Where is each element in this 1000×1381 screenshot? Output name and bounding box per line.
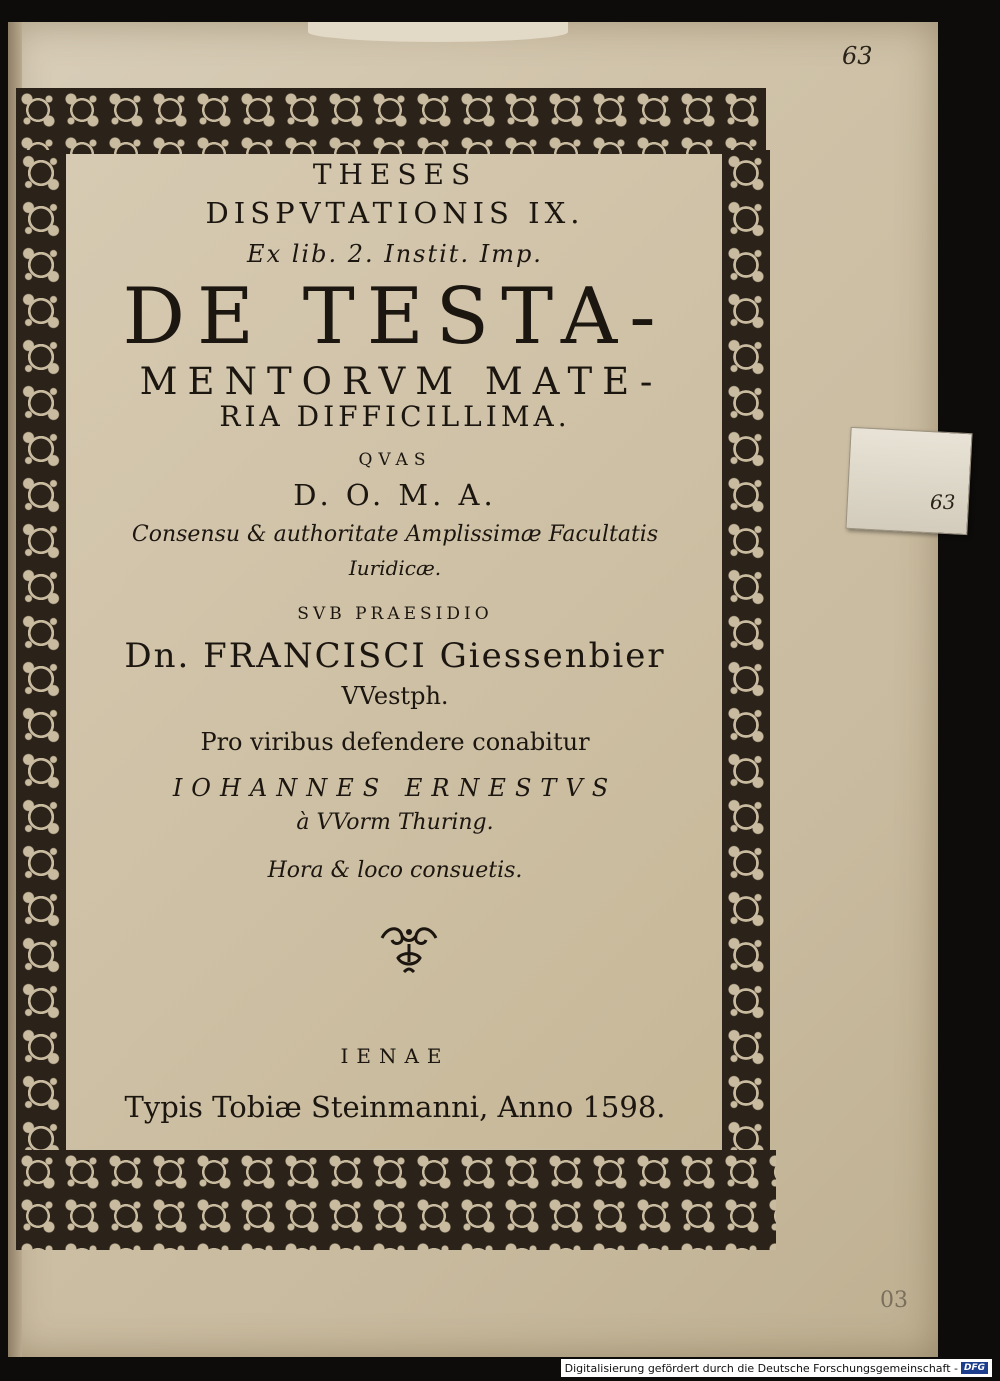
fleuron-icon — [378, 918, 440, 978]
theses-heading: THESES — [312, 158, 478, 191]
source-reference: Ex lib. 2. Instit. Imp. — [247, 240, 543, 268]
dfg-logo: DFG — [961, 1362, 988, 1374]
footer-text: Digitalisierung gefördert durch die Deutsche Forschungsgemeinschaft - — [564, 1361, 958, 1375]
respondent-name: IOHANNES ERNESTVS — [172, 774, 618, 802]
main-title-line3: RIA DIFFICILLIMA. — [219, 400, 571, 433]
hora-loco-text: Hora & loco consuetis. — [267, 858, 523, 883]
sub-praesidio-text: SVB PRAESIDIO — [297, 604, 493, 624]
page-top-notch — [308, 22, 568, 42]
folio-number: 63 — [842, 42, 873, 70]
ornamental-border-left — [16, 150, 66, 1150]
imprint-place: IENAE — [340, 1044, 450, 1068]
tab-number: 63 — [930, 490, 956, 514]
praeses-name: Dn. FRANCISCI Giessenbier — [124, 636, 666, 676]
imprint-printer: Typis Tobiæ Steinmanni, Anno 1598. — [124, 1090, 666, 1124]
consensu-text: Consensu & authoritate Amplissimæ Facultatis — [131, 522, 659, 547]
bottom-number: 03 — [880, 1288, 908, 1313]
juridicae-text: Iuridicæ. — [348, 556, 442, 580]
respondent-origin: à VVorm Thuring. — [296, 810, 494, 835]
main-title-line1: DE TESTA- — [122, 272, 668, 362]
pro-viribus-text: Pro viribus defendere conabitur — [200, 728, 590, 756]
paper-tab — [845, 427, 972, 535]
praeses-origin: VVestph. — [341, 682, 449, 710]
disputationis-heading: DISPVTATIONIS IX. — [205, 196, 585, 230]
main-title-line2: MENTORVM MATE- — [139, 360, 663, 403]
ornamental-border-top — [16, 88, 766, 154]
quas-text: QVAS — [358, 450, 432, 470]
digitization-footer — [561, 1359, 992, 1377]
ornamental-border-bottom — [16, 1150, 776, 1250]
ornamental-border-right — [722, 150, 770, 1150]
doma-text: D. O. M. A. — [293, 478, 497, 512]
